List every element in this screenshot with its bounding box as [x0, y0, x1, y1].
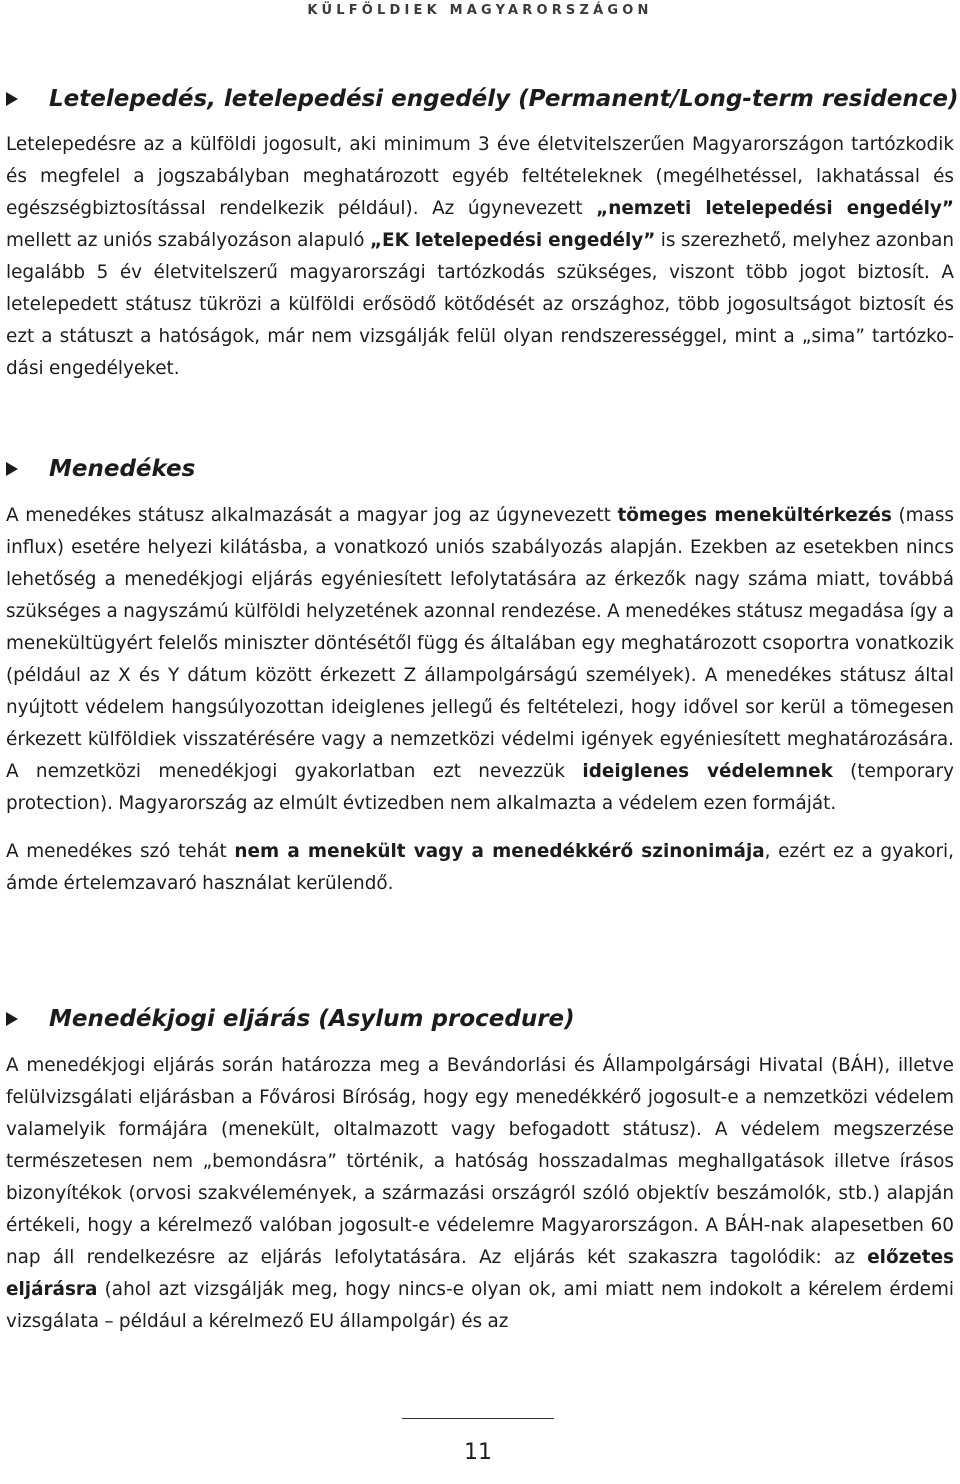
- text-run: mellett az uniós szabályozáson alapuló: [6, 230, 370, 251]
- section-title: Letelepedés, letelepedési engedély (Permanent/Long-term residence): [49, 86, 959, 112]
- body-paragraph: [6, 836, 954, 900]
- bold-text-run: ideiglenes védelemnek: [582, 761, 833, 782]
- section-permanent-residence: [6, 84, 959, 385]
- bold-text-run: előzetes eljárásra: [6, 1247, 954, 1300]
- page-number: 11: [464, 1440, 492, 1465]
- section-heading: [6, 454, 954, 490]
- body-paragraph: [6, 500, 954, 820]
- text-run: (temporary protection). Magyarország az elmúlt évtizedben nem alkalmazta a védelem ezen formáját.: [6, 761, 954, 814]
- bold-text-run: „nemzeti letelepedési engedély”: [596, 198, 954, 219]
- section-menedekes: [6, 454, 954, 900]
- text-run: , ezért ez a gyakori, ámde értelemzavaró használat kerülendő.: [6, 841, 954, 894]
- text-run: A menedékes szó tehát: [6, 841, 235, 862]
- text-run: (ahol azt vizsgálják meg, hogy nincs-e olyan ok, ami miatt nem indokolt a kérelem érdemi vizsgálata – például a kérelmező EU állampolgár) és az: [6, 1279, 954, 1332]
- text-run: (mass influx) esetére helyezi kilátásba, a vonatkozó uniós szabályozás alapján. Ezekben az esetekben nincs lehetőség a menedékjogi eljárás egyéniesített lefolytatására az érkezők nagy száma miatt, továbbá szükséges a nagyszámú külföldi helyzetének azonnal rendezése. A menedékes státusz megadása így a menekültügyért felelős miniszter döntésétől függ és általában egy meghatározott csoportra vonatkozik (például az X és Y dátum között érkezett Z állampolgárságú személyek). A menedékes státusz által nyújtott védelem hangsúlyozottan ideiglenes jellegű és feltételezi, hogy idővel sor kerül a tömegesen érkezett külföldiek visszatérésére vagy a nemzetközi védelmi igények egyéniesített meghatározására. A nemzetközi menedékjogi gyakorlatban ezt nevezzük: [6, 505, 954, 782]
- text-run: is szerezhető, melyhez azonban legalább 5 év életvitelszerű magyarországi tartózkodás szükséges, viszont több jogot biztosít. A letelepedett státusz tükrözi a külföldi erősödő kötődését az országhoz, több jogosultságot biztosít és ezt a státuszt a hatóságok, már nem vizsgálják felül olyan rendszerességgel, mint a „sima” tartózkodási engedélyeket.: [6, 230, 954, 379]
- section-title: Menedékjogi eljárás (Asylum procedure): [49, 1006, 575, 1032]
- bold-text-run: nem a menekült vagy a menedékkérő szinonimája: [234, 841, 765, 862]
- bullet-arrow-icon: [6, 1012, 18, 1026]
- text-run: A menedékjogi eljárás során határozza meg a Bevándorlási és Állampolgársági Hivatal (BÁH), illetve felülvizsgálati eljárásban a Fővárosi Bíróság, hogy egy menedékkérő jogosult-e a nemzetközi védelem valamelyik formájára (menekült, oltalmazott vagy befogadott státusz). A védelem megszerzése természetesen nem „bemondásra” történik, a hatóság hosszadalmas meghallgatások illetve írásos bizonyítékok (orvosi szakvélemények, a származási országról szóló objektív beszámolók, stb.) alapján értékeli, hogy a kérelmező valóban jogosult-e védelemre Magyarországon. A BÁH-nak alapesetben 60 nap áll rendelkezésre az eljárás lefolytatására. Az eljárás két szakaszra tagolódik: az: [6, 1055, 954, 1268]
- footer-rule: [402, 1418, 554, 1419]
- bullet-arrow-icon: [6, 92, 18, 106]
- section-heading: [6, 1004, 954, 1040]
- body-paragraph: [6, 129, 954, 385]
- section-title: Menedékes: [49, 456, 196, 482]
- running-header: KÜLFÖLDIEK MAGYARORSZÁGON: [307, 3, 653, 18]
- text-run: A menedékes státusz alkalmazását a magyar jog az úgynevezett: [6, 505, 618, 526]
- bullet-arrow-icon: [6, 462, 18, 476]
- bold-text-run: tömeges menekültérkezés: [617, 505, 892, 526]
- body-paragraph: [6, 1050, 954, 1338]
- bold-text-run: „EK letelepedési engedély”: [369, 230, 656, 251]
- section-heading: [6, 84, 959, 120]
- section-asylum-procedure: [6, 1004, 954, 1338]
- text-run: Letelepedésre az a külföldi jogosult, aki minimum 3 éve életvitelszerűen Magyarországon tartózkodik és megfelel a jogszabályban meghatározott egyéb feltételeknek (megélhetéssel, lakhatással és egészségbiztosítással rendelkezik például). Az úgynevezett: [6, 134, 954, 219]
